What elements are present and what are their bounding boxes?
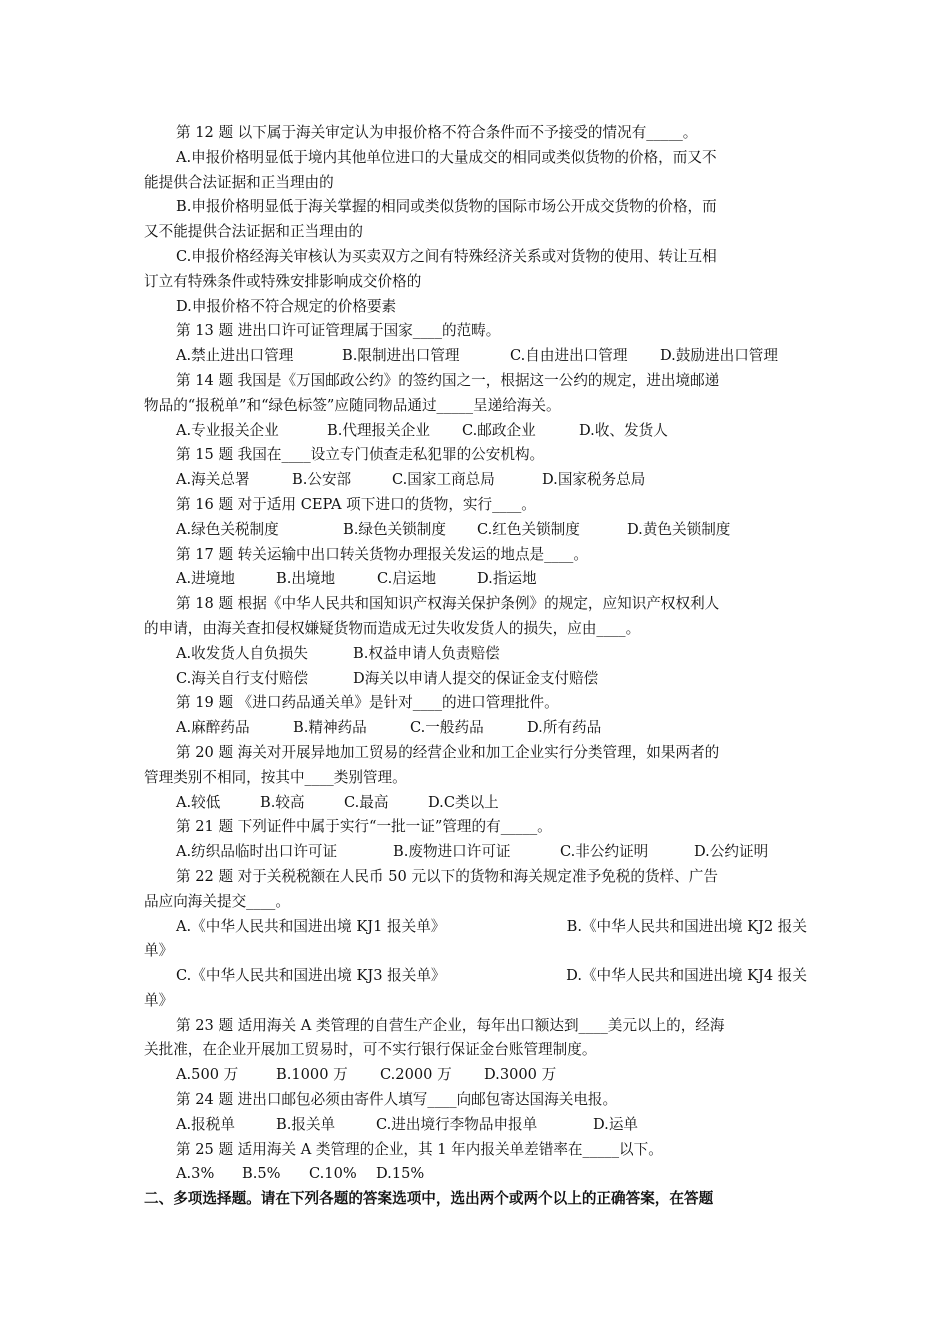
answer-option: A.较低 xyxy=(176,793,221,811)
options-row xyxy=(144,791,807,816)
question-line: B.申报价格明显低于海关掌握的相同或类似货物的国际市场公开成交货物的价格，而 xyxy=(176,198,717,216)
continuation-line: 订立有特殊条件或特殊安排影响成交价格的 xyxy=(144,272,422,290)
answer-option: A.500 万 xyxy=(176,1066,239,1084)
answer-option: D.C类以上 xyxy=(428,793,499,811)
answer-option: B.报关单 xyxy=(276,1115,336,1133)
question-line: 第 22 题 对于关税税额在人民币 50 元以下的货物和海关规定准予免税的货样、广告 xyxy=(176,867,718,885)
exam-document xyxy=(144,121,807,1212)
answer-option: D海关以申请人提交的保证金支付赔偿 xyxy=(353,669,599,687)
answer-option: D.《中华人民共和国进出境 KJ4 报关 xyxy=(566,967,807,985)
options-row xyxy=(144,1162,807,1187)
continuation-line: 能提供合法证据和正当理由的 xyxy=(144,173,334,191)
answer-option: B.绿色关锁制度 xyxy=(343,520,446,538)
question-line: 第 16 题 对于适用 CEPA 项下进口的货物，实行____。 xyxy=(176,495,536,513)
answer-option: D.国家税务总局 xyxy=(542,471,646,489)
answer-option: A.专业报关企业 xyxy=(176,421,279,439)
question-line: C.申报价格经海关审核认为买卖双方之间有特殊经济关系或对货物的使用、转让互相 xyxy=(176,247,717,265)
options-row xyxy=(144,567,807,592)
continuation-line: 物品的“报税单”和“绿色标签”应随同物品通过_____呈递给海关。 xyxy=(144,396,561,414)
continuation-line: 品应向海关提交____。 xyxy=(144,892,290,910)
continuation-line: 单》 xyxy=(144,991,174,1009)
answer-option: D.收、发货人 xyxy=(579,421,668,439)
options-row xyxy=(144,840,807,865)
answer-option: B.出境地 xyxy=(276,570,336,588)
options-row xyxy=(144,642,807,667)
answer-option: B.1000 万 xyxy=(276,1066,348,1084)
question-line: 第 17 题 转关运输中出口转关货物办理报关发运的地点是____。 xyxy=(176,545,588,563)
options-row xyxy=(144,915,807,940)
continuation-line: 关批准，在企业开展加工贸易时，可不实行银行保证金台账管理制度。 xyxy=(144,1041,597,1059)
answer-option: B.公安部 xyxy=(292,471,352,489)
question-line: D.申报价格不符合规定的价格要素 xyxy=(176,297,397,315)
question-line: 第 13 题 进出口许可证管理属于国家____的范畴。 xyxy=(176,322,501,340)
answer-option: A.绿色关税制度 xyxy=(176,520,279,538)
answer-option: B.代理报关企业 xyxy=(327,421,430,439)
answer-option: B.较高 xyxy=(260,793,305,811)
options-row xyxy=(144,716,807,741)
answer-option: A.纺织品临时出口许可证 xyxy=(176,843,338,861)
question-line: 第 15 题 我国在____设立专门侦查走私犯罪的公安机构。 xyxy=(176,446,545,464)
answer-option: A.进境地 xyxy=(176,570,235,588)
answer-option: C.自由进出口管理 xyxy=(510,347,628,365)
question-line: 第 19 题 《进口药品通关单》是针对____的进口管理批件。 xyxy=(176,694,559,712)
answer-option: B.权益申请人负责赔偿 xyxy=(353,644,500,662)
options-row xyxy=(144,1063,807,1088)
answer-option: B.废物进口许可证 xyxy=(393,843,511,861)
options-row xyxy=(144,518,807,543)
answer-option: C.海关自行支付赔偿 xyxy=(176,669,309,687)
answer-option: C.邮政企业 xyxy=(462,421,536,439)
question-line: 第 14 题 我国是《万国邮政公约》的签约国之一，根据这一公约的规定，进出境邮递 xyxy=(176,371,720,389)
continuation-line: 又不能提供合法证据和正当理由的 xyxy=(144,223,363,241)
answer-option: B.《中华人民共和国进出境 KJ2 报关 xyxy=(566,917,807,935)
answer-option: D.运单 xyxy=(593,1115,639,1133)
answer-option: A.禁止进出口管理 xyxy=(176,347,294,365)
answer-option: B.5% xyxy=(242,1165,281,1183)
question-line: 第 23 题 适用海关 A 类管理的自营生产企业，每年出口额达到____美元以上的，经海 xyxy=(176,1016,725,1034)
answer-option: D.黄色关锁制度 xyxy=(627,520,731,538)
answer-option: D.指运地 xyxy=(477,570,537,588)
question-line: 第 21 题 下列证件中属于实行“一批一证”管理的有_____。 xyxy=(176,818,552,836)
answer-option: C.启运地 xyxy=(377,570,437,588)
answer-option: A.3% xyxy=(176,1165,215,1183)
options-row xyxy=(144,667,807,692)
answer-option: C.最高 xyxy=(344,793,389,811)
question-line: 第 18 题 根据《中华人民共和国知识产权海关保护条例》的规定，应知识产权权利人 xyxy=(176,595,720,613)
question-line: 第 25 题 适用海关 A 类管理的企业，其 1 年内报关单差错率在_____以下。 xyxy=(176,1140,663,1158)
options-row xyxy=(144,468,807,493)
options-row xyxy=(144,419,807,444)
answer-option: D.所有药品 xyxy=(527,719,602,737)
continuation-line: 管理类别不相同，按其中____类别管理。 xyxy=(144,768,407,786)
question-line: 第 24 题 进出口邮包必须由寄件人填写____向邮包寄达国海关电报。 xyxy=(176,1091,618,1109)
answer-option: D.15% xyxy=(376,1165,425,1183)
section-heading: 二、多项选择题。请在下列各题的答案选项中，选出两个或两个以上的正确答案，在答题 xyxy=(144,1190,714,1208)
answer-option: C.2000 万 xyxy=(380,1066,452,1084)
answer-option: C.红色关锁制度 xyxy=(477,520,580,538)
answer-option: D.鼓励进出口管理 xyxy=(660,347,778,365)
continuation-line: 单》 xyxy=(144,942,174,960)
answer-option: C.10% xyxy=(309,1165,357,1183)
answer-option: B.限制进出口管理 xyxy=(342,347,460,365)
continuation-line: 的申请，由海关查扣侵权嫌疑货物而造成无过失收发货人的损失，应由____。 xyxy=(144,619,641,637)
answer-option: A.麻醉药品 xyxy=(176,719,250,737)
options-row xyxy=(144,344,807,369)
answer-option: C.国家工商总局 xyxy=(392,471,495,489)
answer-option: C.《中华人民共和国进出境 KJ3 报关单》 xyxy=(176,967,446,985)
answer-option: A.收发货人自负损失 xyxy=(176,644,308,662)
answer-option: A.报税单 xyxy=(176,1115,235,1133)
answer-option: C.进出境行李物品申报单 xyxy=(376,1115,538,1133)
answer-option: A.海关总署 xyxy=(176,471,250,489)
question-line: A.申报价格明显低于境内其他单位进口的大量成交的相同或类似货物的价格，而又不 xyxy=(176,148,717,166)
question-line: 第 20 题 海关对开展异地加工贸易的经营企业和加工企业实行分类管理，如果两者的 xyxy=(176,743,720,761)
answer-option: C.一般药品 xyxy=(410,719,484,737)
answer-option: D.3000 万 xyxy=(484,1066,557,1084)
options-row xyxy=(144,1113,807,1138)
answer-option: C.非公约证明 xyxy=(560,843,649,861)
options-row xyxy=(144,964,807,989)
question-line: 第 12 题 以下属于海关审定认为申报价格不符合条件而不予接受的情况有_____。 xyxy=(176,124,698,141)
answer-option: A.《中华人民共和国进出境 KJ1 报关单》 xyxy=(176,917,446,935)
answer-option: D.公约证明 xyxy=(694,843,769,861)
answer-option: B.精神药品 xyxy=(293,719,367,737)
